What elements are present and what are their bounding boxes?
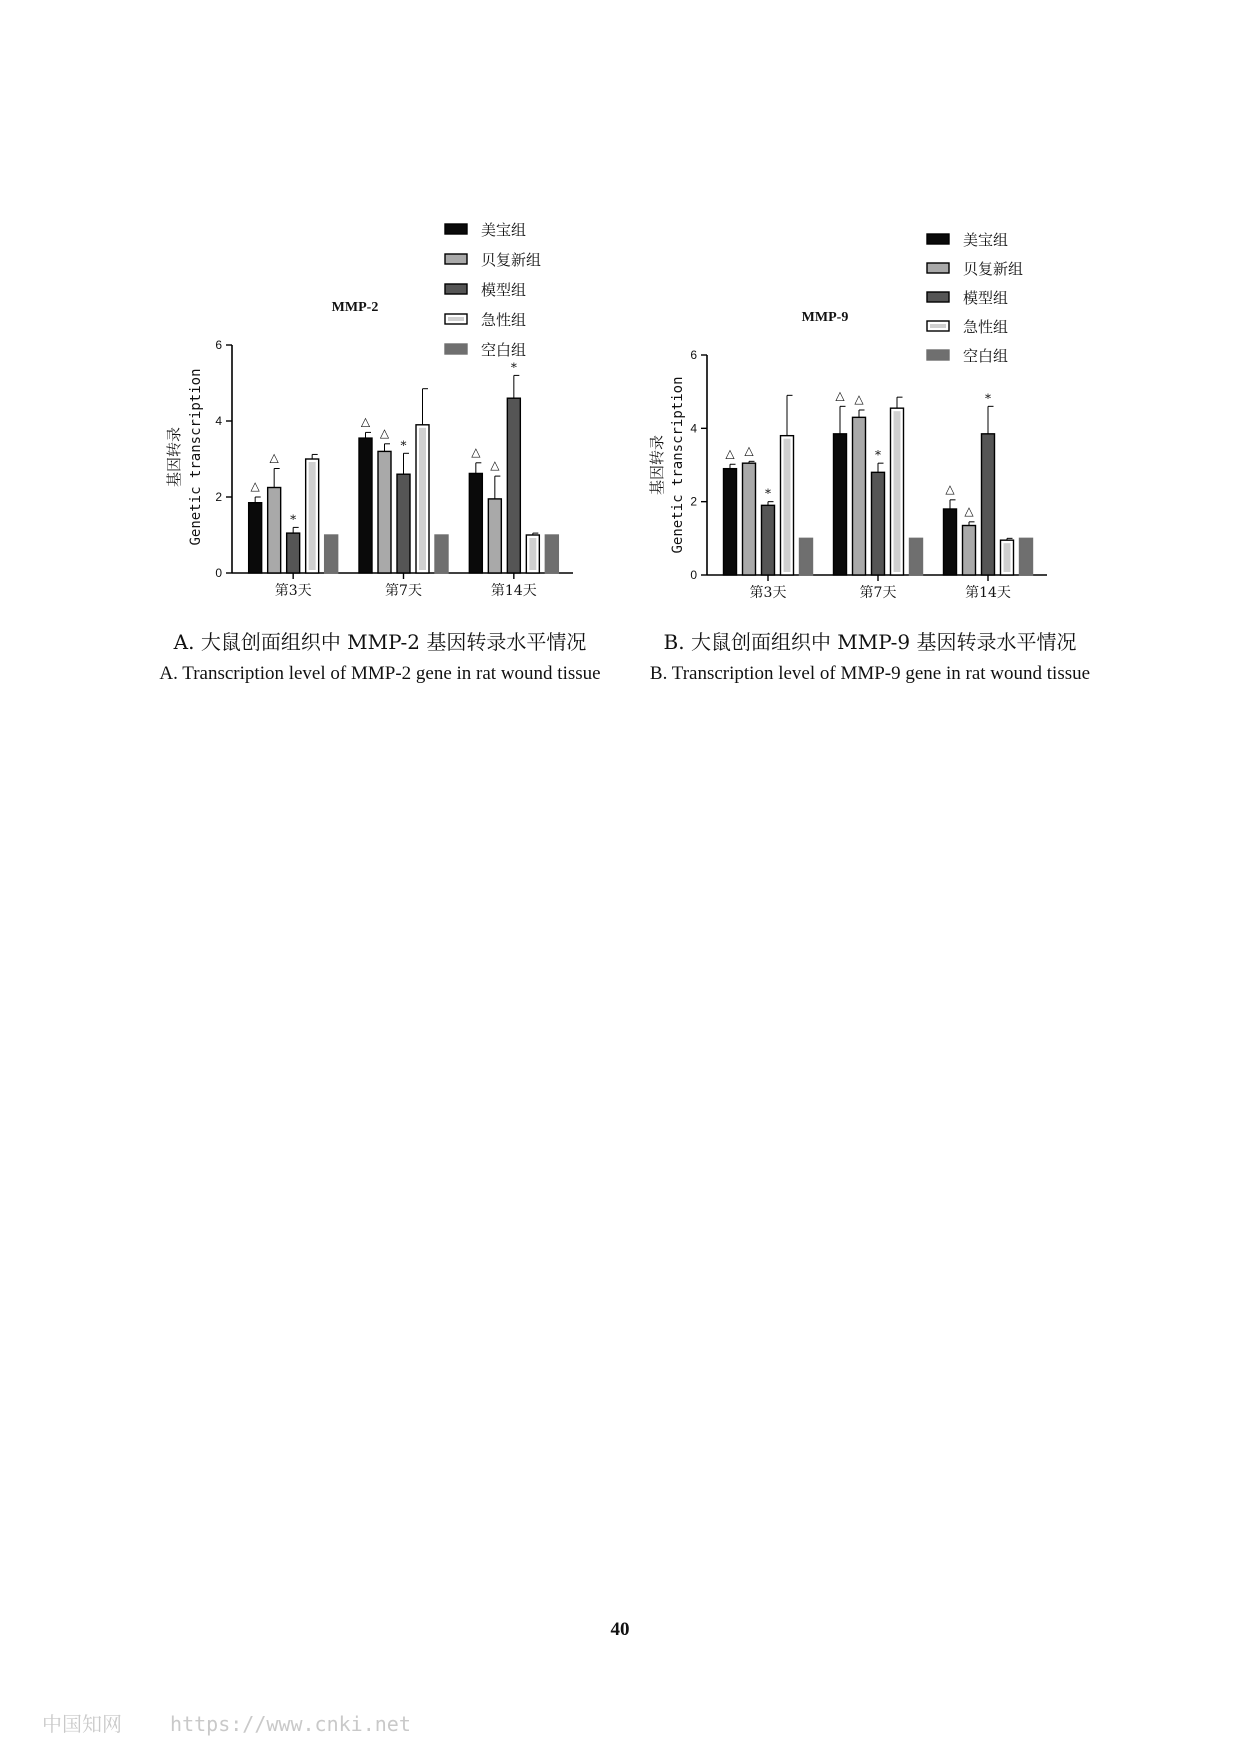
- legend-swatch: [927, 263, 949, 273]
- page-number: 40: [610, 1619, 630, 1640]
- bar: [872, 472, 885, 575]
- chart-mmp9: [645, 215, 1075, 629]
- significance-mark: △: [250, 479, 260, 493]
- bar-inner: [894, 411, 901, 572]
- legend-label: 空白组: [481, 341, 527, 359]
- caption-b: [640, 626, 1100, 690]
- x-tick-label: 第7天: [859, 585, 897, 601]
- bar: [397, 474, 410, 573]
- bar: [507, 398, 520, 573]
- legend-swatch: [445, 284, 467, 294]
- legend-label: 模型组: [481, 281, 527, 299]
- caption-b-zh: B. 大鼠创面组织中 MMP-9 基因转录水平情况: [663, 630, 1077, 654]
- x-tick-label: 第14天: [965, 585, 1011, 601]
- legend-label: 模型组: [963, 289, 1009, 307]
- bar: [325, 535, 338, 573]
- bar-inner: [529, 538, 536, 570]
- bar: [469, 473, 482, 573]
- significance-mark: △: [744, 443, 754, 458]
- y-axis-label-zh: 基因转录: [648, 434, 666, 496]
- caption-a: [150, 626, 610, 690]
- significance-mark: △: [835, 388, 845, 403]
- legend-label: 急性组: [963, 318, 1009, 336]
- significance-mark: △: [490, 458, 500, 473]
- watermark-url: https://www.cnki.net: [170, 1712, 411, 1736]
- legend-label: 美宝组: [963, 231, 1009, 249]
- significance-mark: △: [945, 481, 955, 496]
- x-tick-label: 第3天: [749, 585, 787, 601]
- bar-inner: [784, 439, 791, 572]
- bar: [268, 488, 281, 574]
- bar: [834, 434, 847, 575]
- y-axis-label-en: Genetic transcription: [188, 368, 204, 546]
- significance-mark: *: [875, 448, 881, 463]
- bar: [853, 417, 866, 575]
- bar: [910, 538, 923, 575]
- bar: [963, 526, 976, 576]
- y-axis-label-en: Genetic transcription: [670, 376, 686, 554]
- legend-swatch: [927, 234, 949, 244]
- y-tick-label: 4: [690, 421, 697, 436]
- bar: [743, 463, 756, 575]
- bar: [545, 535, 558, 573]
- legend-swatch: [927, 350, 949, 360]
- significance-mark: △: [360, 414, 371, 429]
- legend-swatch-inner: [930, 324, 946, 328]
- watermark-site: 中国知网: [42, 1712, 122, 1736]
- legend-swatch: [445, 254, 467, 264]
- caption-a-en: A. Transcription level of MMP-2 gene in rat wound tissue: [159, 663, 601, 684]
- bar: [488, 499, 501, 573]
- significance-mark: △: [725, 446, 735, 461]
- significance-mark: *: [985, 391, 991, 406]
- y-tick-label: 6: [215, 338, 222, 352]
- bar: [359, 438, 372, 573]
- chart-title: MMP-9: [801, 310, 849, 325]
- significance-mark: *: [510, 360, 517, 375]
- bar: [435, 535, 448, 573]
- legend-swatch-inner: [448, 317, 464, 321]
- legend-swatch: [445, 224, 467, 234]
- significance-mark: △: [471, 444, 481, 459]
- bar: [378, 451, 391, 573]
- bar: [982, 434, 995, 575]
- chart-title: MMP-2: [331, 300, 379, 315]
- significance-mark: △: [854, 392, 864, 406]
- significance-mark: △: [379, 425, 390, 440]
- legend-label: 贝复新组: [481, 251, 542, 269]
- x-tick-label: 第14天: [490, 583, 537, 599]
- y-axis-label-zh: 基因转录: [165, 426, 183, 488]
- bar-inner: [419, 428, 426, 570]
- significance-mark: △: [964, 503, 974, 518]
- bar: [762, 505, 775, 575]
- bar: [1020, 538, 1033, 575]
- y-tick-label: 0: [215, 566, 222, 580]
- legend-swatch: [445, 344, 467, 354]
- bar: [287, 533, 300, 573]
- chart-mmp2: [165, 205, 605, 619]
- caption-a-zh: A. 大鼠创面组织中 MMP-2 基因转录水平情况: [173, 630, 587, 654]
- bar: [944, 509, 957, 575]
- y-tick-label: 4: [215, 414, 222, 428]
- significance-mark: *: [400, 438, 407, 453]
- significance-mark: *: [290, 512, 297, 527]
- legend-label: 急性组: [481, 311, 527, 329]
- significance-mark: *: [765, 486, 771, 501]
- y-tick-label: 6: [690, 348, 697, 362]
- y-tick-label: 0: [690, 568, 697, 582]
- y-tick-label: 2: [690, 494, 697, 509]
- watermark: [42, 1708, 411, 1737]
- y-tick-label: 2: [215, 490, 222, 504]
- legend-swatch: [927, 292, 949, 302]
- legend-label: 空白组: [963, 347, 1009, 365]
- bar-inner: [1004, 543, 1011, 572]
- x-tick-label: 第3天: [274, 583, 312, 599]
- significance-mark: △: [269, 450, 279, 465]
- bar: [724, 469, 737, 575]
- legend-label: 贝复新组: [963, 260, 1024, 278]
- x-tick-label: 第7天: [385, 583, 422, 599]
- bar: [249, 503, 262, 573]
- chart-1-svg: [645, 215, 1075, 625]
- bar: [800, 538, 813, 575]
- caption-b-en: B. Transcription level of MMP-9 gene in rat wound tissue: [649, 663, 1091, 684]
- legend-label: 美宝组: [481, 221, 527, 239]
- chart-0-svg: [165, 205, 605, 615]
- bar-inner: [309, 462, 316, 570]
